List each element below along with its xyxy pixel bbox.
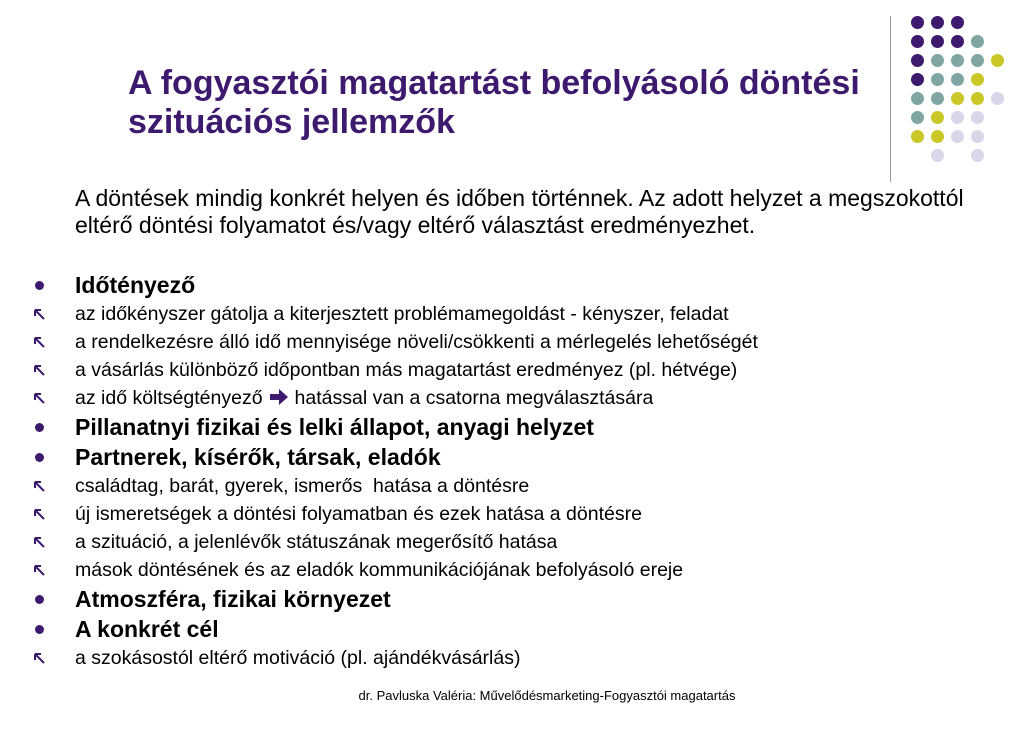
decorative-dot — [951, 54, 964, 67]
list-item-text: Pillanatnyi fizikai és lelki állapot, anyagi helyzet — [75, 414, 594, 440]
arrow-bullet-icon — [32, 651, 48, 667]
decorative-dot — [971, 92, 984, 105]
arrow-bullet-icon — [32, 535, 48, 551]
decorative-dot — [911, 35, 924, 48]
decorative-dot — [911, 111, 924, 124]
list-item — [0, 328, 1024, 356]
list-item-text: Atmoszféra, fizikai környezet — [75, 586, 391, 612]
right-arrow-icon — [269, 388, 289, 406]
list-item — [0, 412, 1024, 442]
list-item-text: mások döntésének és az eladók kommunikációjának befolyásoló ereje — [75, 559, 684, 581]
list-item — [0, 300, 1024, 328]
bullet-dot-icon — [35, 625, 44, 634]
decorative-dot — [951, 130, 964, 143]
arrow-bullet-icon — [32, 563, 48, 579]
decorative-dot — [931, 54, 944, 67]
decorative-dot — [931, 111, 944, 124]
decorative-dot — [951, 35, 964, 48]
list-item — [0, 472, 1024, 500]
decorative-dot — [991, 92, 1004, 105]
decorative-dot — [971, 149, 984, 162]
arrow-bullet-icon — [32, 335, 48, 351]
slide-footer: dr. Pavluska Valéria: Művelődésmarketing-Fogyasztói magatartás — [358, 688, 736, 703]
decorative-dot — [931, 130, 944, 143]
list-item-text: a rendelkezésre álló idő mennyisége növeli/csökkenti a mérlegelés lehetőségét — [75, 331, 758, 353]
decorative-dot — [931, 73, 944, 86]
decorative-dot — [911, 130, 924, 143]
list-item-text: a szituáció, a jelenlévők státuszának megerősítő hatása — [75, 531, 558, 553]
decorative-dot — [951, 16, 964, 29]
decorative-dot — [911, 73, 924, 86]
bullet-dot-icon — [35, 595, 44, 604]
list-item — [0, 556, 1024, 584]
arrow-bullet-icon — [32, 307, 48, 323]
decorative-dot — [911, 54, 924, 67]
divider-line — [890, 16, 891, 182]
bullet-dot-icon — [35, 453, 44, 462]
decorative-dot — [911, 92, 924, 105]
arrow-bullet-icon — [32, 363, 48, 379]
decorative-dot — [971, 54, 984, 67]
bullet-list — [0, 270, 1024, 672]
list-item — [0, 528, 1024, 556]
list-item — [0, 442, 1024, 472]
decorative-dot — [931, 16, 944, 29]
decorative-dot — [911, 16, 924, 29]
decorative-dot — [931, 35, 944, 48]
bullet-dot-icon — [35, 281, 44, 290]
list-item-text: új ismeretségek a döntési folyamatban és ezek hatása a döntésre — [75, 503, 642, 525]
arrow-bullet-icon — [32, 507, 48, 523]
list-item — [0, 270, 1024, 300]
decorative-dot — [931, 149, 944, 162]
decorative-dot — [951, 73, 964, 86]
list-item — [0, 356, 1024, 384]
decorative-dot — [991, 54, 1004, 67]
decorative-dot — [951, 92, 964, 105]
list-item — [0, 384, 1024, 412]
list-item-text: a szokásostól eltérő motiváció (pl. ajándékvásárlás) — [75, 647, 521, 669]
list-item-text: hatással van a csatorna megválasztására — [294, 387, 654, 409]
list-item-text: az időkényszer gátolja a kiterjesztett problémamegoldást - kényszer, feladat — [75, 303, 729, 325]
list-item — [0, 584, 1024, 614]
decorative-dot — [971, 130, 984, 143]
bullet-dot-icon — [35, 423, 44, 432]
list-item-text: családtag, barát, gyerek, ismerős hatása a döntésre — [75, 475, 530, 497]
arrow-bullet-icon — [32, 479, 48, 495]
list-item-text: Partnerek, kísérők, társak, eladók — [75, 444, 441, 470]
list-item-text: a vásárlás különböző időpontban más magatartást eredményez (pl. hétvége) — [75, 359, 738, 381]
slide-title: A fogyasztói magatartást befolyásoló döntési szituációs jellemzők — [128, 64, 860, 141]
decorative-dot — [971, 111, 984, 124]
list-item — [0, 500, 1024, 528]
list-item — [0, 644, 1024, 672]
list-item — [0, 614, 1024, 644]
list-item-text: az idő költségtényező — [75, 387, 263, 409]
arrow-bullet-icon — [32, 391, 48, 407]
intro-paragraph: A döntések mindig konkrét helyen és időben történnek. Az adott helyzet a megszokottól eltérő döntési folyamatot és/vagy eltérő választást eredményezhet. — [75, 185, 964, 238]
decorative-dot — [971, 73, 984, 86]
decorative-dot — [931, 92, 944, 105]
decorative-dot — [951, 111, 964, 124]
list-item-text: A konkrét cél — [75, 616, 219, 642]
list-item-text: Időtényező — [75, 272, 196, 298]
decorative-dot — [971, 35, 984, 48]
